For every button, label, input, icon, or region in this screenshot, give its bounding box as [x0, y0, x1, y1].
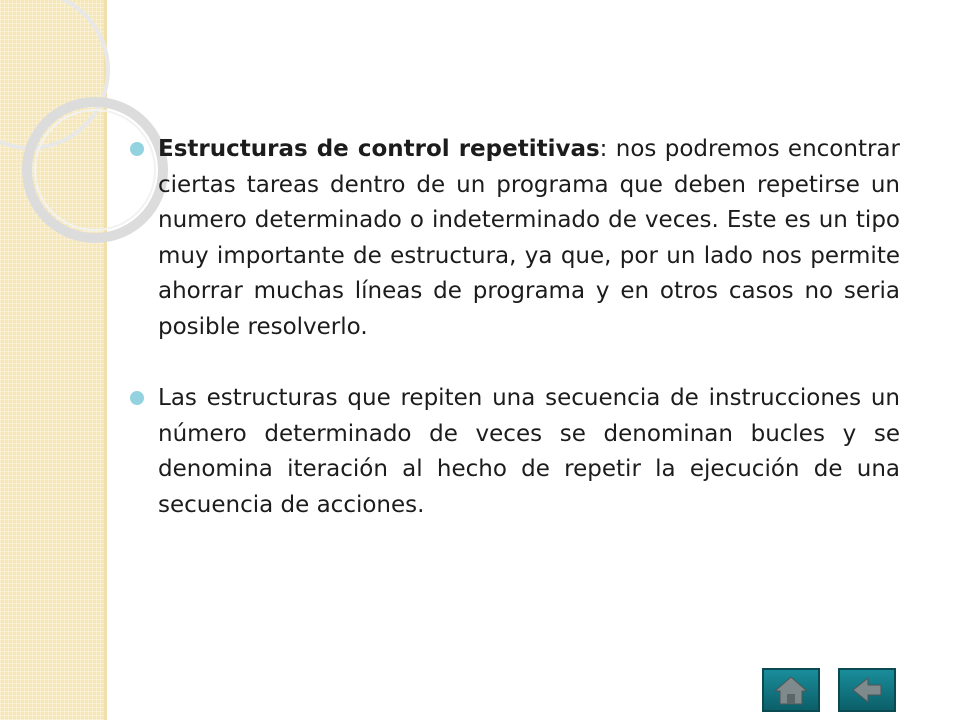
back-arrow-icon [848, 674, 886, 706]
bullet-title: Estructuras de control repetitivas [158, 136, 600, 162]
bullet-text: Las estructuras que repiten una secuencia de instrucciones un número determinado de veces se denominan bucles y se denomina iteración al hecho de repetir la ejecución de una secuencia de acciones. [158, 385, 900, 518]
home-icon [772, 674, 810, 706]
bullet-text: : nos podremos encontrar ciertas tareas dentro de un programa que deben repetirse un numero determinado o indeterminado de veces. Este es un tipo muy importante de estructura, ya que, por un lado nos permite ahorrar muchas líneas de programa y en otros casos no seria posible resolverlo. [158, 136, 900, 340]
home-button[interactable] [762, 668, 820, 712]
bullet-item-repetitive-structures [130, 132, 900, 345]
bullet-item-loops [130, 381, 900, 523]
slide-content [130, 132, 900, 523]
bullet-dot [130, 391, 144, 405]
bullet-dot [130, 142, 144, 156]
back-button[interactable] [838, 668, 896, 712]
